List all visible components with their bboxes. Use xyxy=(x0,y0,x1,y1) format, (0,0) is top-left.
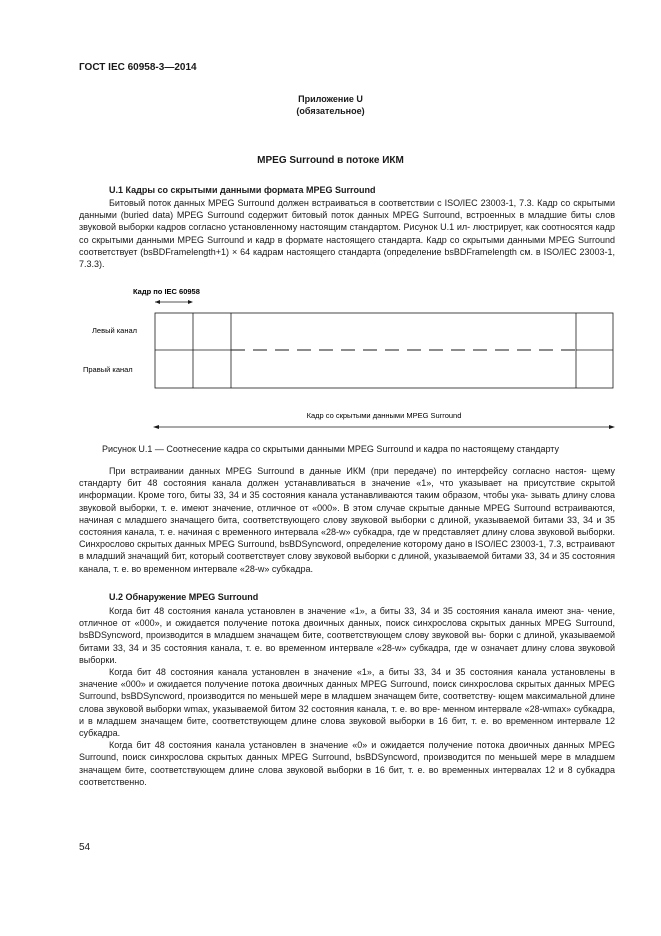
page-number: 54 xyxy=(79,842,91,853)
section-heading-u2: U.2 Обнаружение MPEG Surround xyxy=(109,592,259,602)
text-line: в значение «000» и ожидается получение потока двоичных данных MPEG Surround, поиск синхрослова скрытых xyxy=(79,667,615,690)
figure-u1-diagram xyxy=(0,280,661,455)
text-line: длиной, указываемой битами 33, 34 и 35 состояния канала, т. е. начиная с временного интервала «28-w» субкадра, xyxy=(79,514,615,538)
text-line: младшие биты слов звуковой выборки кадров согласно установленному настоящим стандартом. Рисунок U.1 ил- xyxy=(79,210,615,233)
frame-arrow-head-right xyxy=(188,300,193,304)
text-line: MPEG Surround, поиск синхрослова скрытых данных MPEG Surround, bsBDSyncword, производится по меньшей xyxy=(79,740,615,763)
frame-label: Кадр по IEC 60958 xyxy=(133,287,200,296)
text-line: Кадр со скрытыми данными MPEG Surround соответствует (bsBDFramelength+1) × 64 кадрам настоящего стандарта xyxy=(79,234,615,257)
text-line: Когда бит 48 состояния канала установлен в значение «1», а биты 33, 34 и 35 состояния канала имеют зна- xyxy=(109,606,585,616)
text-line: щему стандарту бит 48 состояния канала должен устанавливаться в значение «1», что указывает на присутствие xyxy=(79,466,615,489)
section-heading-u1: U.1 Кадры со скрытыми данными формата MPEG Surround xyxy=(109,185,376,195)
text-line: MPEG Surround встраиваются, начиная с младшего значащего бита, соответствующего слову звуковой выборки с xyxy=(79,502,615,525)
section2-paragraph-2 xyxy=(79,666,615,739)
text-line: мере в младшем значащем бите, соответствующем длине слова звуковой выборки в 16 бит, т. е. во временных xyxy=(79,752,615,775)
frame-arrow-head-left xyxy=(155,300,160,304)
text-line: где w означает длину слова звуковой выборки. xyxy=(79,642,615,665)
text-line: Когда бит 48 состояния канала установлен в значение «1», а биты 33, 34 и 35 состояния канала установлены xyxy=(109,667,606,678)
section2-paragraph-1 xyxy=(79,605,615,666)
text-line: скрытой информации. Кроме того, биты 33, 34 и 35 состояния канала устанавливаются таким образом, чтобы ука- xyxy=(79,478,615,501)
text-line: определение которому дано в ISO/IEC 23003-1, 7.3, встраивают в младший значащий бит, который соответствует xyxy=(79,539,615,562)
text-line: менном интервале «28-wmax» субкадра, и в младшем значащем бите, соответствующем длине слова звуковой xyxy=(79,703,615,726)
left-channel-label: Левый канал xyxy=(92,326,138,335)
text-line: где w представляет длину слова звуковой выборки. Синхрослово скрытых данных MPEG Surround, bsBDSyncword, xyxy=(79,527,615,550)
section2-paragraph-3 xyxy=(79,739,615,788)
text-line: «28-w» субкадра. xyxy=(239,563,313,574)
document-header: ГОСТ IEC 60958-3—2014 xyxy=(79,62,197,73)
main-title: MPEG Surround в потоке ИКМ xyxy=(257,155,404,166)
text-line: Когда бит 48 состояния канала установлен в значение «0» и ожидается получение потока двоичных данных xyxy=(109,740,585,751)
annex-status: (обязательное) xyxy=(296,106,365,116)
section1-paragraph xyxy=(79,197,615,270)
buried-frame-label: Кадр со скрытыми данными MPEG Surround xyxy=(306,411,462,420)
paragraph-embedding xyxy=(79,465,615,575)
text-line: ющем максимальной длине слова звуковой выборки wmax, указываемой битом 32 состояния канала, т. е. во вре- xyxy=(79,691,615,714)
annex-title: Приложение U xyxy=(298,94,363,104)
text-line: интервалах 12 и 8 субкадра соответственно. xyxy=(79,764,615,787)
text-line: Битовый поток данных MPEG Surround должен встраиваться в соответствии с ISO/IEC 23003-1, 7.3. Кадр со xyxy=(109,198,571,208)
buried-arrow-head-right xyxy=(609,425,615,429)
text-line: MPEG Surround, bsBDSyncword, производится в младшем значащем бите, соответствующем слову звуковой вы- xyxy=(79,618,615,641)
text-line: скрытыми данными (buried data) MPEG Surround содержит битовый поток данных MPEG Surround, встроенных в xyxy=(79,198,615,221)
text-line: (определение bsBDFramelength см. в ISO/IEC 23003-1, 7.3.3). xyxy=(79,246,615,270)
text-line: борки с длиной, указываемой битами 33, 34 и 35 состояния канала, т. е. во временном интервале «28-w» субкадра, xyxy=(79,630,615,653)
text-line: люстрирует, как соотносятся кадр со скрытыми данными MPEG Surround и кадр в формате настоящего стандарта. xyxy=(79,222,615,245)
section2-paragraphs xyxy=(79,605,615,788)
text-line: зывать длину слова звуковой выборки, т. е. имеют значение, отличное от «000». В этом случае скрытые данные xyxy=(79,490,615,513)
text-line: слову звуковой выборки с длиной, указываемой битами 33, 34 и 35 состояния канала, т. е. во временном интервале xyxy=(79,551,615,574)
text-line: При встраивании данных MPEG Surround в данные ИКМ (при передаче) по интерфейсу согласно настоя- xyxy=(109,466,587,476)
figure-caption: Рисунок U.1 — Соотнесение кадра со скрытыми данными MPEG Surround и кадра по настоящему стандарту xyxy=(101,444,560,454)
text-line: чение, отличное от «000», и ожидается получение потока двоичных данных, поиск синхрослова скрытых данных xyxy=(79,606,615,629)
buried-arrow-head-left xyxy=(153,425,159,429)
right-channel-label: Правый канал xyxy=(83,365,133,374)
text-line: данных MPEG Surround, bsBDSyncword, производится по меньшей мере в младшем значащем бите, соответству- xyxy=(79,679,615,702)
text-line: выборки в 16 бит, т. е. во временном интервале 12 субкадра. xyxy=(79,715,615,739)
